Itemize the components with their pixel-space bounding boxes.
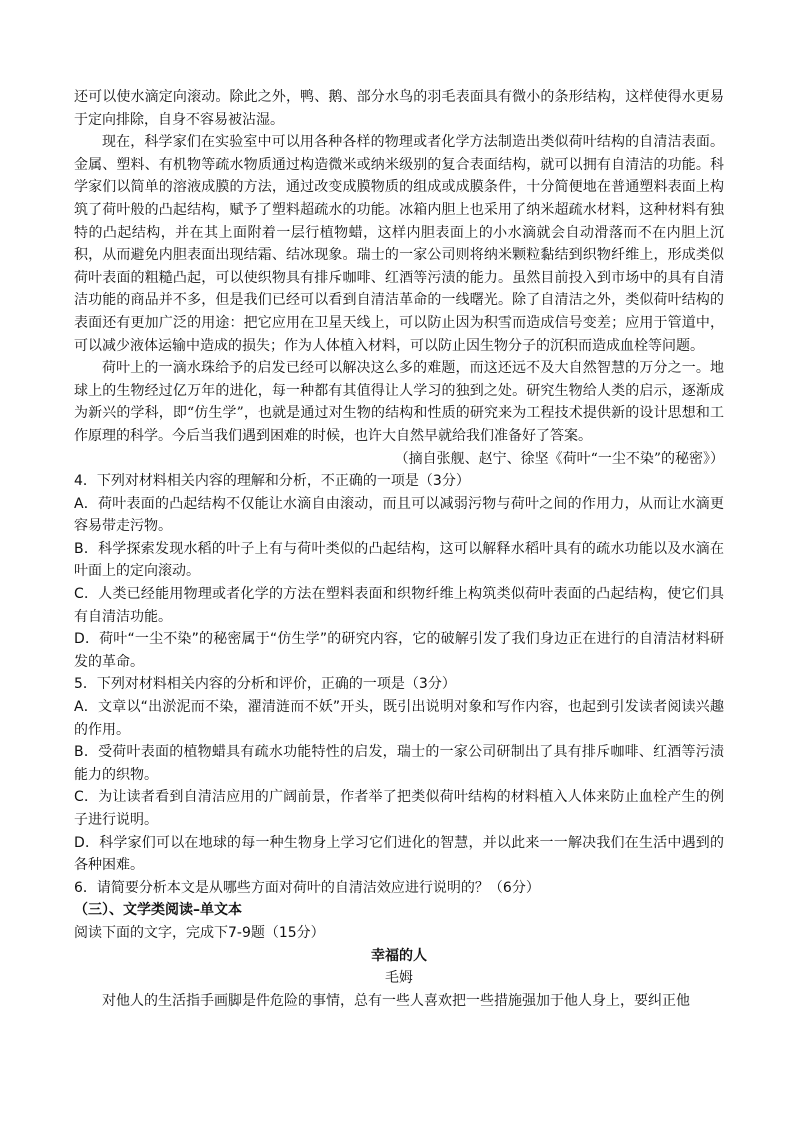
question-4-option-a: A．荷叶表面的凸起结构不仅能让水滴自由滚动，而且可以减弱污物与荷叶之间的作用力，从而让水滴更容易带走污物。 bbox=[74, 495, 724, 535]
section-3-heading: （三）、文学类阅读–单文本 bbox=[74, 902, 242, 919]
question-5-option-b: B．受荷叶表面的植物蜡具有疏水功能特性的启发，瑞士的一家公司研制出了具有排斥咖啡、红酒等污渍能力的织物。 bbox=[74, 744, 724, 783]
story-author: 毛姆 bbox=[385, 970, 413, 987]
question-5-option-d: D．科学家们可以在地球的每一种生物身上学习它们进化的智慧，并以此来一一解决我们在生活中遇到的各种困难。 bbox=[74, 834, 724, 874]
passage-paragraph-1: 还可以使水滴定向滚动。除此之外，鸭、鹅、部分水鸟的羽毛表面具有微小的条形结构，这样使得水更易于定向排除，自身不容易被沾湿。 bbox=[74, 89, 724, 128]
passage-paragraph-3: 荷叶上的一滴水珠给予的启发已经可以解决这么多的难题，而这还远不及大自然智慧的万分之一。地球上的生物经过亿万年的进化，每一种都有其值得让人学习的独到之处。研究生物给人类的启示，逐渐成为新兴的学科，即“仿生学”，也就是通过对生物的结构和性质的研究来为工程技术提供新的设计思想和工作原理的科学。今后当我们遇到困难的时候，也许大自然早就给我们准备好了答案。 bbox=[74, 360, 724, 444]
question-4-option-b: B．科学探索发现水稻的叶子上有与荷叶类似的凸起结构，这可以解释水稻叶具有的疏水功能以及水滴在叶面上的定向滚动。 bbox=[74, 540, 724, 580]
passage-source: （摘自张舰、赵宁、徐坚《荷叶“一尘不染”的秘密》） bbox=[394, 450, 724, 467]
passage-paragraph-2: 现在，科学家们在实验室中可以用各种各样的物理或者化学方法制造出类似荷叶结构的自清洁表面。金属、塑料、有机物等疏水物质通过构造微米或纳米级别的复合表面结构，就可以拥有自清洁的功能。科学家们以简单的溶液成膜的方法，通过改变成膜物质的组成或成膜条件，十分简便地在普通塑料表面上构筑了荷叶般的凸起结构，赋予了塑料超疏水的功能。冰箱内胆上也采用了纳米超疏水材料，这种材料有独特的凸起结构，并在其上面附着一层行植物蜡，这样内胆表面上的小水滴就会自动滑落而不在内胆上沉积，从而避免内胆表面出现结霜、结冰现象。瑞士的一家公司则将纳米颗粒黏结到织物纤维上，形成类似荷叶表面的粗糙凸起，可以使织物具有排斥咖啡、红酒等污渍的能力。虽然目前投入到市场中的具有自清洁功能的商品并不多，但是我们已经可以看到自清洁革命的一线曙光。除了自清洁之外，类似荷叶结构的表面还有更加广泛的用途：把它应用在卫星天线上，可以防止因为积雪而造成信号变差；应用于管道中，可以减少液体运输中造成的损失；作为人体植入材料，可以防止因生物分子的沉积而造成血栓等问题。 bbox=[74, 134, 724, 354]
question-4-option-c: C．人类已经能用物理或者化学的方法在塑料表面和织物纤维上构筑类似荷叶表面的凸起结构，使它们具有自清洁功能。 bbox=[74, 586, 724, 625]
section-3-instruction: 阅读下面的文字，完成下7-9题（15分） bbox=[74, 924, 325, 941]
question-4 bbox=[74, 470, 724, 673]
question-4-option-d: D．荷叶“一尘不染”的秘密属于“仿生学”的研究内容，它的破解引发了我们身边正在进行的自清洁材料研发的革命。 bbox=[74, 631, 724, 670]
question-4-stem: 4．下列对材料相关内容的理解和分析，不正确的一项是（3分） bbox=[74, 473, 470, 490]
question-5-option-c: C．为让读者看到自清洁应用的广阔前景，作者举了把类似荷叶结构的材料植入人体来防止血栓产生的例子进行说明。 bbox=[74, 789, 724, 828]
page-content bbox=[74, 86, 724, 1012]
question-5 bbox=[74, 673, 724, 876]
question-5-stem: 5．下列对材料相关内容的分析和评价，正确的一项是（3分） bbox=[74, 676, 456, 693]
story-title: 幸福的人 bbox=[371, 947, 427, 964]
question-6: 6．请简要分析本文是从哪些方面对荷叶的自清洁效应进行说明的？（6分） bbox=[74, 879, 540, 896]
question-5-option-a: A．文章以“出淤泥而不染，濯清涟而不妖”开头，既引出说明对象和写作内容，也起到引发读者阅读兴趣的作用。 bbox=[74, 699, 724, 738]
story-opening-paragraph: 对他人的生活指手画脚是件危险的事情，总有一些人喜欢把一些措施强加于他人身上，要纠正他 bbox=[102, 992, 690, 1009]
